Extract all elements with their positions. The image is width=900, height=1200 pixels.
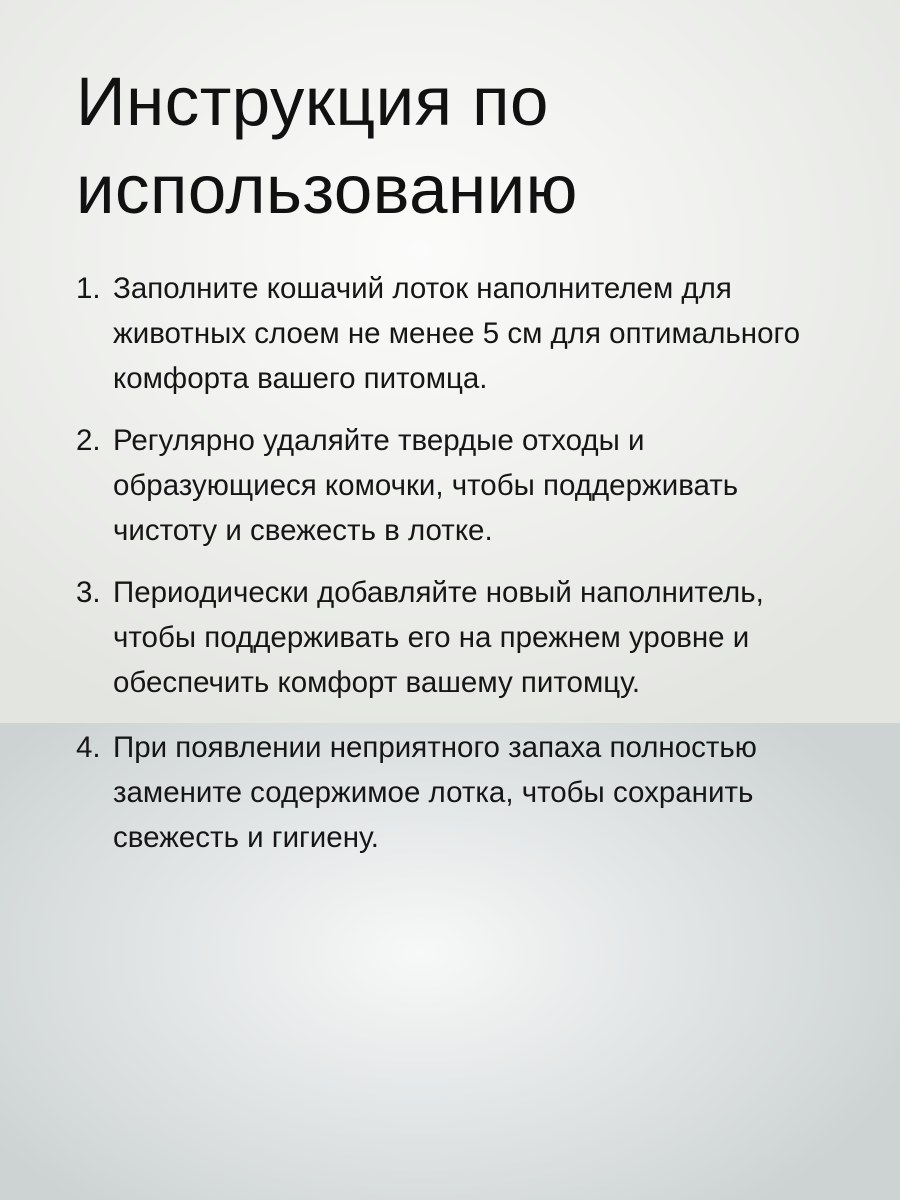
step-text: Регулярно удаляйте твердые отходы и образующиеся комочки, чтобы поддерживать чистоту и свежесть в лотке. [113,424,739,547]
step-number: 4. [76,731,101,764]
step-text: Периодически добавляйте новый наполнитель, чтобы поддерживать его на прежнем уровне и обеспечить комфорт вашему питомцу. [113,576,764,699]
instruction-step-3 [76,570,836,705]
page-title: Инструкция по использованию [76,63,578,228]
step-number: 2. [76,424,101,457]
step-text: При появлении неприятного запаха полностью замените содержимое лотка, чтобы сохранить свежесть и гигиену. [113,731,757,854]
step-number: 1. [76,272,101,305]
step-text: Заполните кошачий лоток наполнителем для животных слоем не менее 5 см для оптимального комфорта вашего питомца. [113,272,801,395]
instruction-step-4 [76,725,836,860]
instruction-list [76,266,836,877]
instruction-step-2 [76,418,836,553]
instruction-step-1 [76,266,836,401]
step-number: 3. [76,576,101,609]
